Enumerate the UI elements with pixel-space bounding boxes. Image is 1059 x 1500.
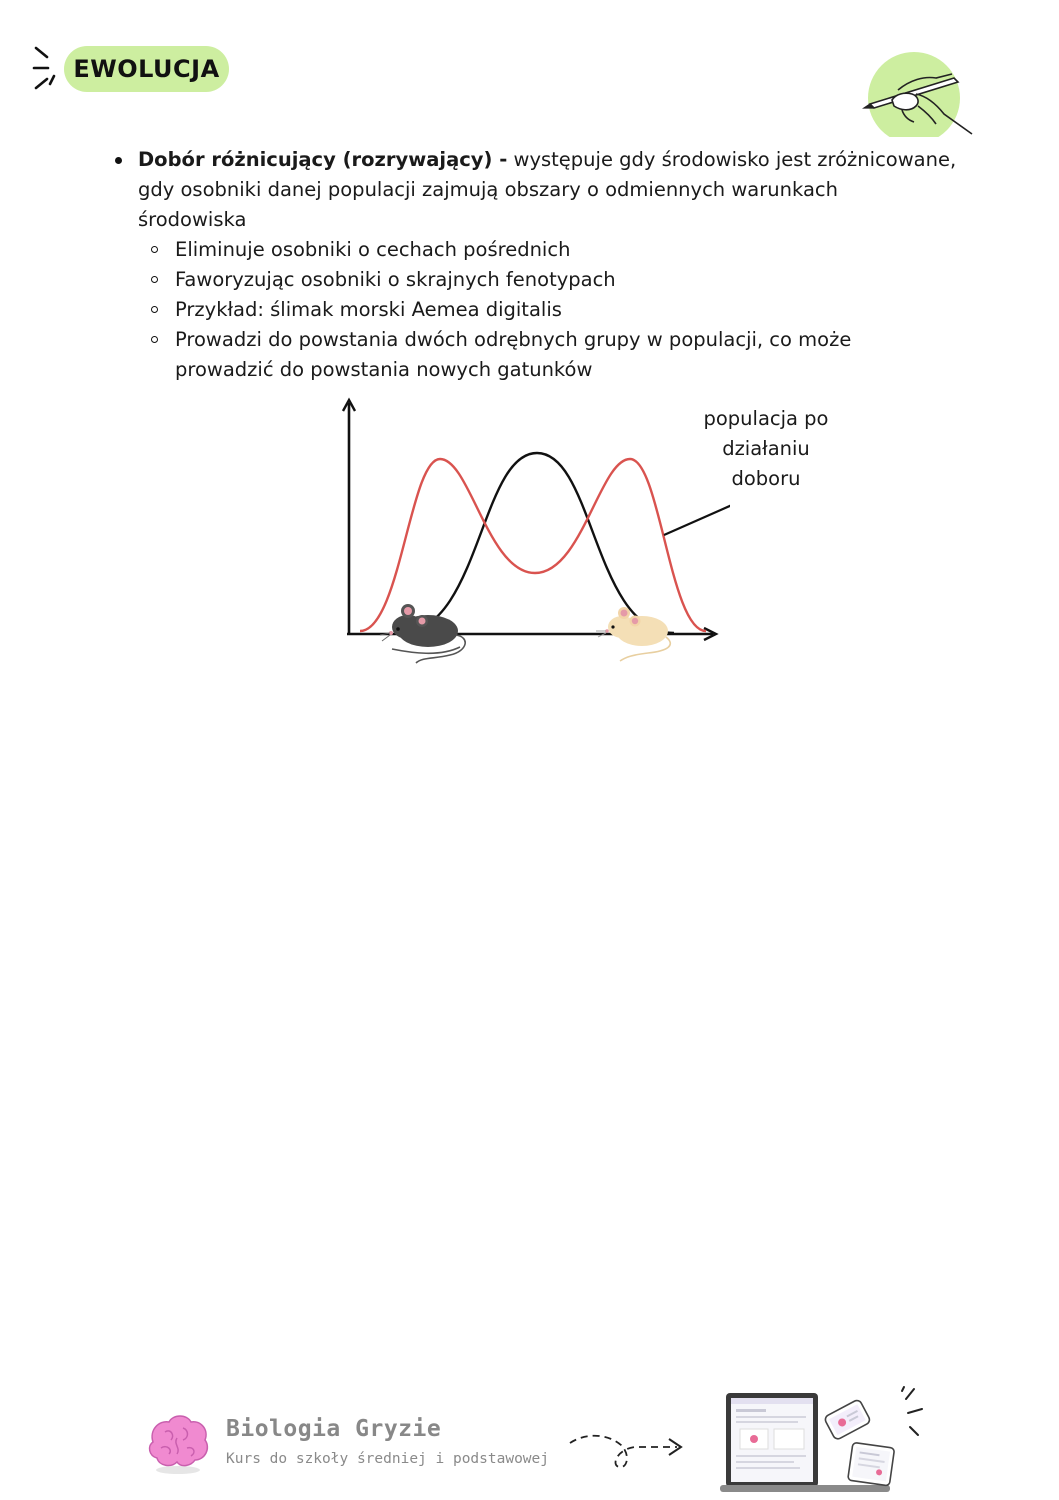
sub-list (138, 235, 982, 385)
sub-item-text-line2: prowadzić do powstania nowych gatunków (175, 358, 593, 381)
burst-lines-icon (30, 44, 60, 94)
loop-arrow-icon (565, 1425, 690, 1475)
series-line-before (400, 453, 674, 633)
section-badge: EWOLUCJA (64, 46, 229, 92)
annotation-line: działaniu (722, 437, 810, 460)
bullet-text: występuje gdy środowisko jest zróżnicowane, (507, 148, 957, 171)
brand-name: Biologia Gryzie (226, 1416, 442, 1442)
selection-chart (330, 395, 730, 675)
content-section (112, 145, 982, 385)
brand-tagline: Kurs do szkoły średniej i podstawowej (226, 1451, 550, 1467)
list-item (112, 145, 982, 385)
dark-mouse-icon (380, 604, 465, 663)
annotation-line: doboru (731, 467, 801, 490)
hand-writing-icon (862, 52, 977, 137)
sub-item: Faworyzując osobniki o skrajnych fenotypach (138, 265, 982, 295)
bullet-title: Dobór różnicujący (rozrywający) - (138, 148, 508, 171)
population-annotation (686, 404, 846, 494)
brain-logo-icon (143, 1412, 213, 1478)
sub-item-text: Prowadzi do powstania dwóch odrębnych grupy w populacji, co może (175, 328, 852, 351)
annotation-pointer (664, 490, 730, 535)
annotation-line: populacja po (703, 407, 829, 430)
sub-item (138, 325, 982, 385)
sub-item: Eliminuje osobniki o cechach pośrednich (138, 235, 982, 265)
bullet-text-line2: gdy osobniki danej populacji zajmują obszary o odmiennych warunkach (138, 178, 838, 201)
bullet-list (112, 145, 982, 385)
bullet-text-line3: środowiska (138, 208, 247, 231)
sub-item: Przykład: ślimak morski Aemea digitalis (138, 295, 982, 325)
devices-illustration-icon (718, 1385, 938, 1497)
